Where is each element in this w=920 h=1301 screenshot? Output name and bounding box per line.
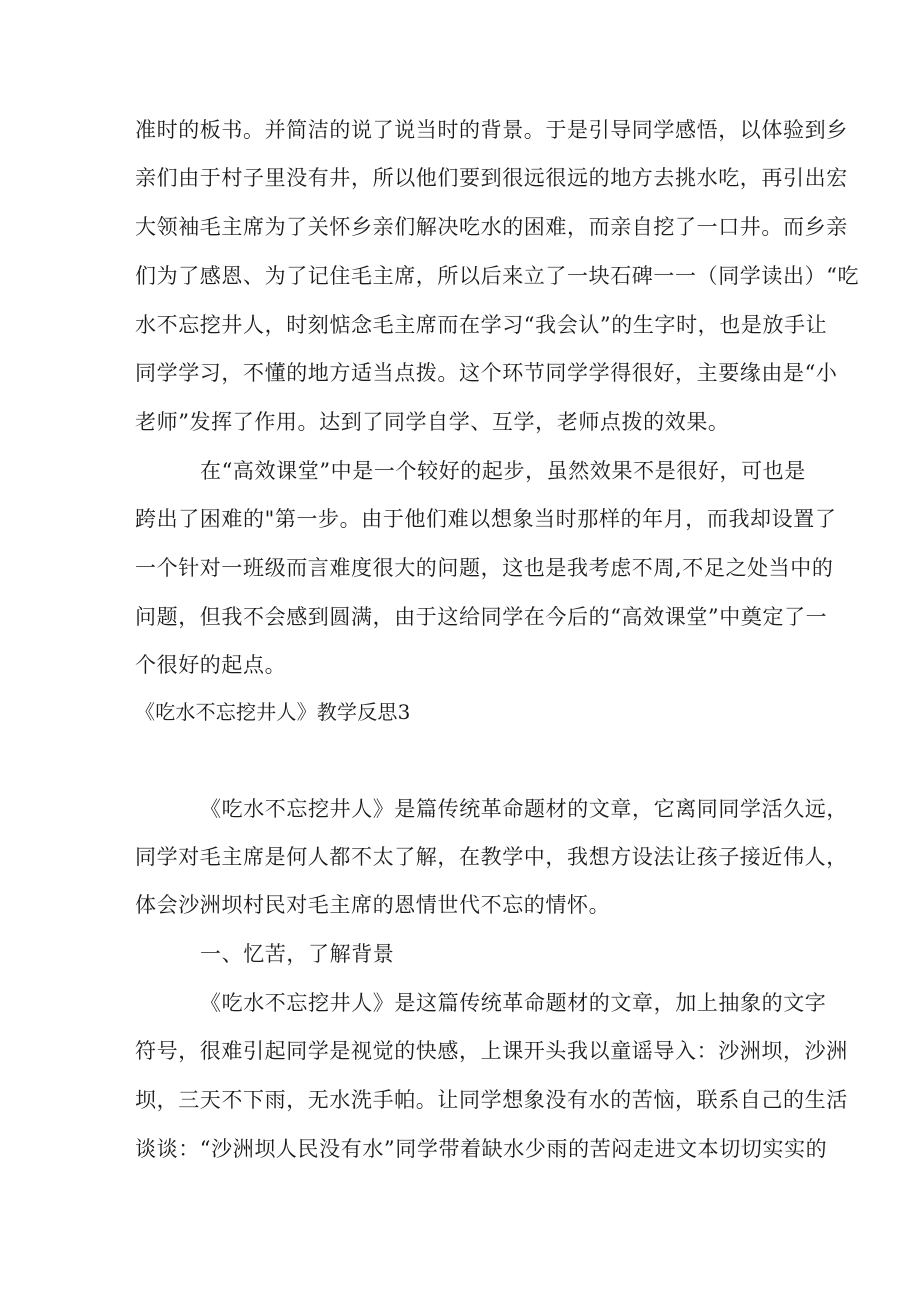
paragraph-2-line-4: 问题，但我不会感到圆满，由于这给同学在今后的“高效课堂”中奠定了一 [135, 605, 828, 629]
paragraph-3-line-3: 体会沙洲坝村民对毛主席的恩情世代不忘的情怀。 [135, 893, 611, 917]
section-title: 《吃水不忘挖井人》教学反思3 [135, 700, 411, 724]
paragraph-4-line-1: 《吃水不忘挖井人》是这篇传统革命题材的文章，加上抽象的文字 [200, 991, 827, 1015]
paragraph-2-line-3: 一个针对一班级而言难度很大的问题，这也是我考虑不周,不足之处当中的 [135, 556, 834, 580]
paragraph-4-line-3: 坝，三天不下雨，无水洗手帕。让同学想象没有水的苦恼，联系自己的生活 [135, 1088, 848, 1112]
paragraph-1-line-7: 老师”发挥了作用。达到了同学自学、互学，老师点拨的效果。 [135, 410, 730, 434]
paragraph-1-line-2: 亲们由于村子里没有井，所以他们要到很远很远的地方去挑水吃，再引出宏 [135, 166, 848, 190]
paragraph-3-line-1: 《吃水不忘挖井人》是篇传统革命题材的文章，它离同同学活久远， [200, 797, 848, 821]
paragraph-2-line-1: 在“高效课堂”中是一个较好的起步，虽然效果不是很好，可也是 [200, 459, 806, 483]
paragraph-1-line-5: 水不忘挖井人，时刻惦念毛主席而在学习“我会认”的生字时，也是放手让 [135, 313, 828, 337]
paragraph-4-line-2: 符号，很难引起同学是视觉的快感，上课开头我以童谣导入：沙洲坝，沙洲 [135, 1039, 848, 1063]
paragraph-1-line-4: 们为了感恩、为了记住毛主席，所以后来立了一块石碑一一（同学读出）“吃 [135, 264, 860, 288]
paragraph-2-line-5: 个很好的起点。 [135, 653, 287, 677]
paragraph-4-line-4: 谈谈：“沙洲坝人民没有水”同学带着缺水少雨的苦闷走进文本切切实实的 [135, 1137, 828, 1161]
paragraph-1-line-1: 准时的板书。并简洁的说了说当时的背景。于是引导同学感悟，以体验到乡 [135, 118, 848, 142]
paragraph-1-line-6: 同学学习，不懂的地方适当点拨。这个环节同学学得很好，主要缘由是“小 [135, 361, 838, 385]
paragraph-3-line-2: 同学对毛主席是何人都不太了解，在教学中，我想方设法让孩子接近伟人， [135, 845, 848, 869]
paragraph-2-line-2: 跨出了困难的"第一步。由于他们难以想象当时那样的年月，而我却设置了 [135, 507, 837, 531]
paragraph-1-line-3: 大领袖毛主席为了关怀乡亲们解决吃水的困难，而亲自挖了一口井。而乡亲 [135, 215, 848, 239]
heading-1: 一、忆苦，了解背景 [200, 942, 395, 966]
